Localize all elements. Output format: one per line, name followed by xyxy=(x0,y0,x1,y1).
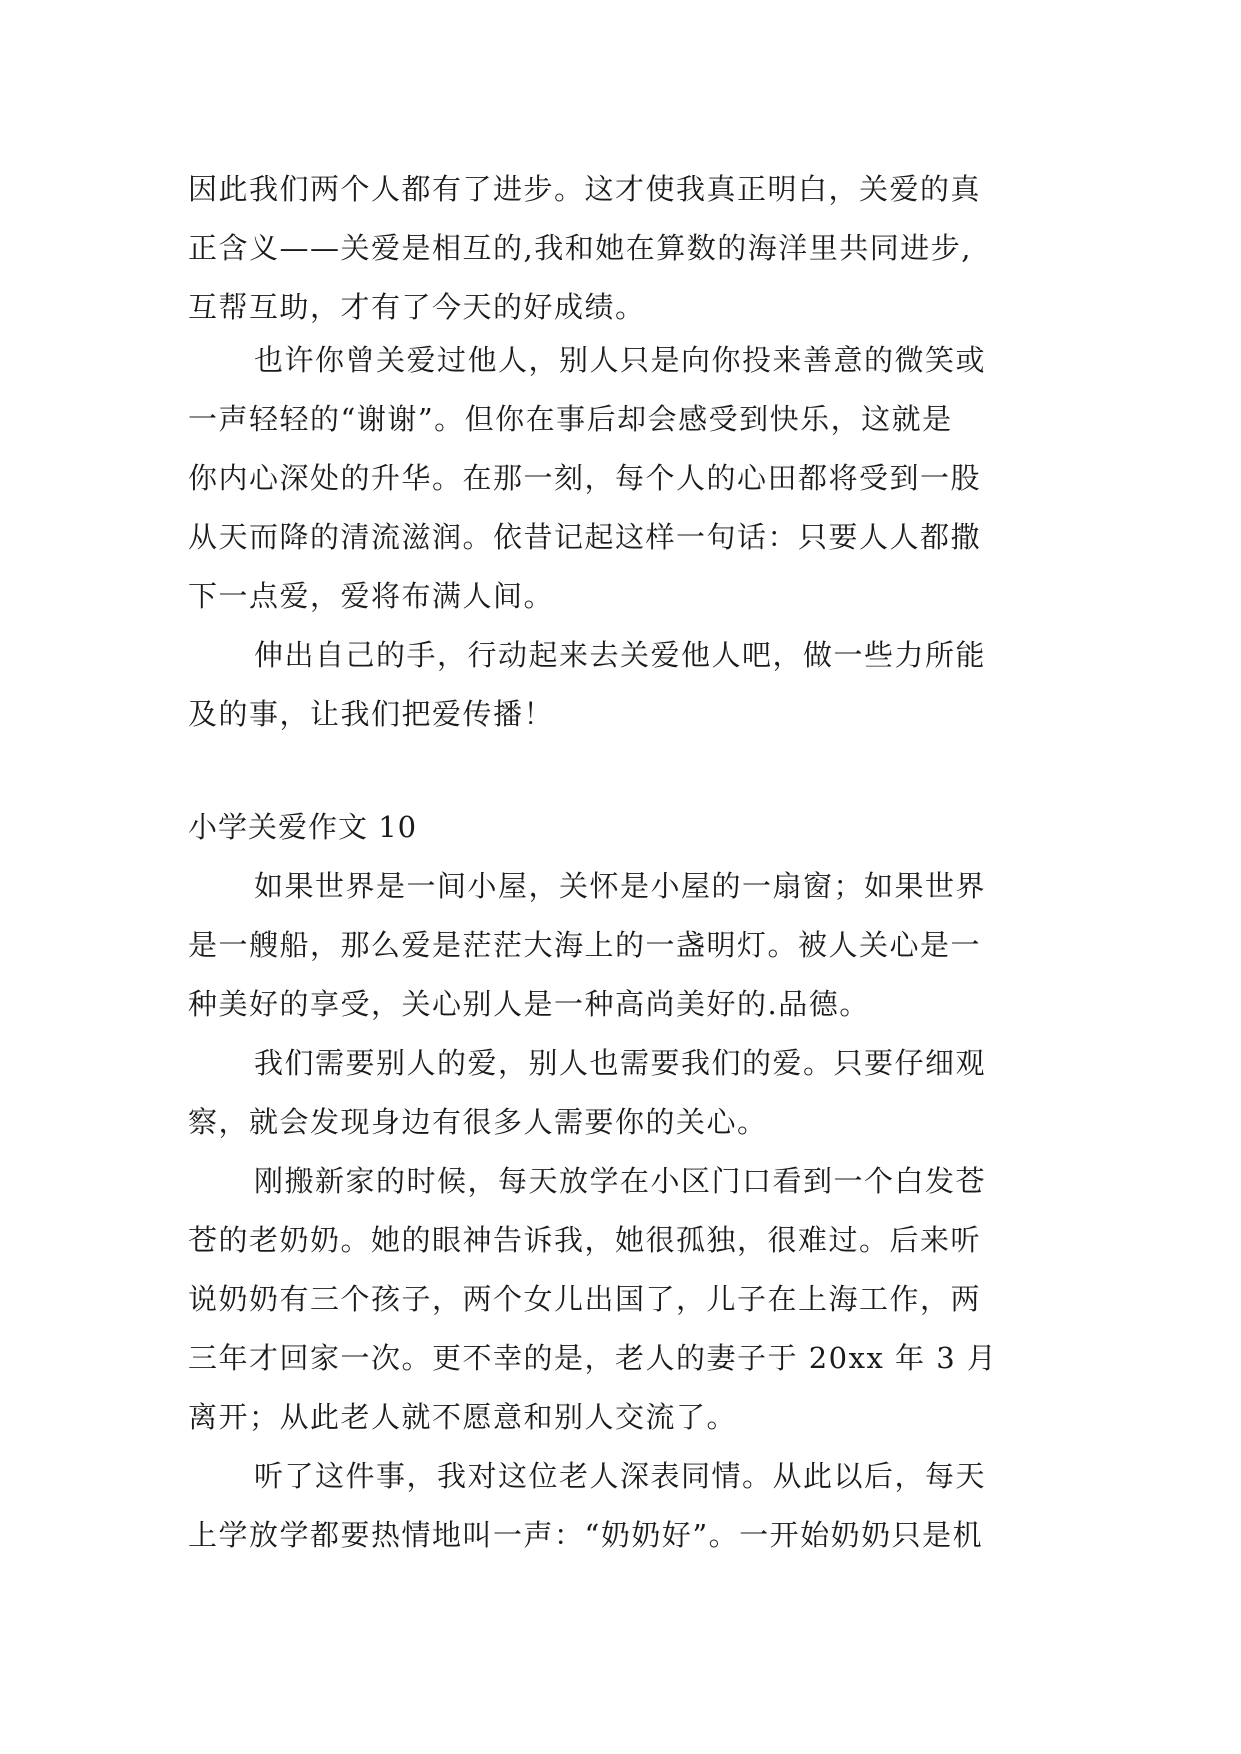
paragraph-line: 如果世界是一间小屋，关怀是小屋的一扇窗；如果世界 xyxy=(254,869,987,903)
paragraph-line: 刚搬新家的时候，每天放学在小区门口看到一个白发苍 xyxy=(254,1164,987,1198)
paragraph-line: 离开；从此老人就不愿意和别人交流了。 xyxy=(188,1400,738,1434)
paragraph-line: 听了这件事，我对这位老人深表同情。从此以后，每天 xyxy=(254,1459,987,1493)
paragraph-line: 伸出自己的手，行动起来去关爱他人吧，做一些力所能 xyxy=(254,638,987,672)
paragraph-line: 因此我们两个人都有了进步。这才使我真正明白，关爱的真 xyxy=(188,172,982,206)
section-body xyxy=(188,857,1088,1565)
paragraph-line: 苍的老奶奶。她的眼神告诉我，她很孤独，很难过。后来听 xyxy=(188,1223,982,1257)
paragraph-line: 我们需要别人的爱，别人也需要我们的爱。只要仔细观 xyxy=(254,1046,987,1080)
paragraph xyxy=(188,331,1088,626)
paragraph-line: 种美好的享受，关心别人是一种高尚美好的.品德。 xyxy=(188,987,870,1021)
paragraph-line: 从天而降的清流滋润。依昔记起这样一句话：只要人人都撒 xyxy=(188,520,982,554)
section-heading: 小学关爱作文 10 xyxy=(188,810,418,844)
paragraph-line: 说奶奶有三个孩子，两个女儿出国了，儿子在上海工作，两 xyxy=(188,1282,982,1316)
paragraph-line: 互帮互助，才有了今天的好成绩。 xyxy=(188,290,646,324)
paragraph-line: 你内心深处的升华。在那一刻，每个人的心田都将受到一股 xyxy=(188,461,982,495)
paragraph-line: 三年才回家一次。更不幸的是，老人的妻子于 20xx 年 3 月 xyxy=(188,1341,998,1375)
paragraph xyxy=(188,626,1088,744)
paragraph-line: 一声轻轻的“谢谢”。但你在事后却会感受到快乐，这就是 xyxy=(188,402,953,436)
continued-paragraph xyxy=(188,160,1088,337)
paragraph-line: 也许你曾关爱过他人，别人只是向你投来善意的微笑或 xyxy=(254,343,987,377)
paragraph-line: 上学放学都要热情地叫一声：“奶奶好”。一开始奶奶只是机 xyxy=(188,1518,984,1552)
paragraph-line: 下一点爱，爱将布满人间。 xyxy=(188,579,555,613)
paragraph-line: 是一艘船，那么爱是茫茫大海上的一盏明灯。被人关心是一 xyxy=(188,928,982,962)
paragraph-line: 察，就会发现身边有很多人需要你的关心。 xyxy=(188,1105,768,1139)
paragraph-line: 及的事，让我们把爱传播！ xyxy=(188,697,555,731)
paragraph-line: 正含义——关爱是相互的,我和她在算数的海洋里共同进步, xyxy=(188,231,972,265)
